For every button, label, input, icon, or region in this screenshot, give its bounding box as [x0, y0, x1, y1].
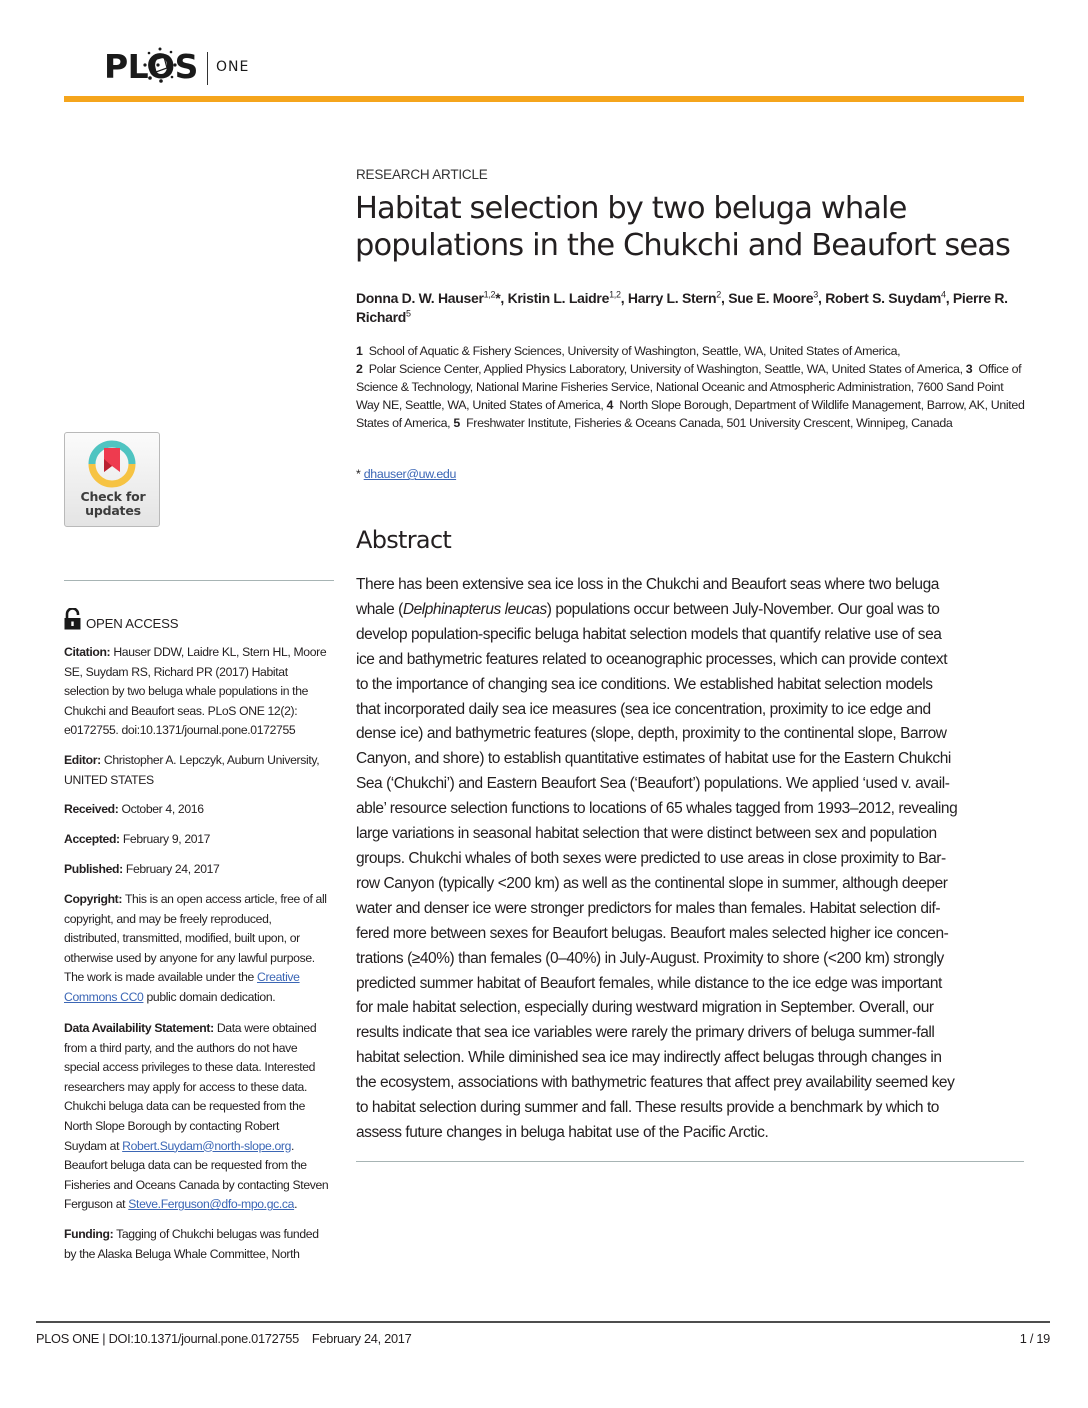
sidebar-divider — [64, 580, 334, 581]
author-affiliation-sup: 4 — [940, 289, 946, 300]
citation-block: Citation: Hauser DDW, Laidre KL, Stern HL, Moore SE, Suydam RS, Richard PR (2017) Habitat selection by two beluga whale populations in the Chukchi and Beaufort seas. PLoS ONE 12(2): e0172755. doi:10.1371/journal.pone.0172755 — [64, 645, 327, 738]
copyright-block: Copyright: This is an open access article, free of all copyright, and may be freely reproduced, distributed, transmitted, modified, built upon, or otherwise used by anyone for any lawful purpose. The work is made available under the Creative Commons CC0 public domain dedication. — [64, 892, 327, 1004]
creative-commons-link-cont[interactable]: Commons CC0 — [64, 989, 144, 1004]
footer-divider — [36, 1321, 1050, 1323]
affiliation-text: Polar Science Center, Applied Physics Laboratory, University of Washington, Seattle, WA, United States of America, — [368, 362, 963, 376]
author-affiliation-sup: 1,2 — [609, 289, 621, 300]
abstract-line: trations (≥40%) than females (0–40%) in July-August. Proximity to shore (<200 km) strongly — [356, 949, 944, 967]
check-for-updates-label: Check for updates — [80, 489, 146, 518]
affiliation-text: School of Aquatic & Fishery Sciences, University of Washington, Seattle, WA, United States of America, — [368, 344, 901, 358]
author-name: Harry L. Stern — [627, 290, 717, 306]
logo-wordmark: PLOS — [104, 47, 198, 86]
article-type: RESEARCH ARTICLE — [356, 167, 488, 182]
article-title: Habitat selection by two beluga whale populations in the Chukchi and Beaufort seas — [355, 191, 1011, 263]
abstract-line: that incorporated daily sea ice measures (sea ice concentration, proximity to ice edge and — [356, 700, 931, 718]
abstract-line: able’ resource selection functions to locations of 65 whales tagged from 1993–2012, revealing — [356, 800, 958, 818]
journal-name: ONE — [216, 59, 250, 75]
abstract-line: assess future changes in beluga habitat use of the Pacific Arctic. — [356, 1123, 769, 1141]
funding-block: Funding: Tagging of Chukchi belugas was funded by the Alaska Beluga Whale Committee, North — [64, 1227, 319, 1261]
check-for-updates-button[interactable] — [64, 432, 160, 527]
corresponding-star: * — [495, 290, 501, 306]
affiliation-number: 2 — [356, 362, 363, 376]
abstract-line: Sea (‘Chukchi’) and Eastern Beaufort Sea (‘Beaufort’) populations. We applied ‘used v. avail- — [356, 775, 950, 793]
abstract-line: develop population-specific beluga habitat selection models that quantify relative use of sea — [356, 625, 942, 643]
author-affiliation-sup: 3 — [813, 289, 818, 300]
abstract-line: Canyon, and shore) to establish quantitative estimates of habitat use for the Eastern Chukchi — [356, 750, 951, 768]
abstract-line: dense ice) and bathymetric features (slope, depth, proximity to the continental slope, Barrow — [356, 725, 947, 743]
data-availability-block: Data Availability Statement: Data were obtained from a third party, and the authors do not have special access privileges to these data. Interested researchers may apply for access to these data. Chukchi beluga data can be requested from the North Slope Borough by contacting Robert Suydam at Robert.Suydam@north-slope.org. Beaufort beluga data can be requested from the Fisheries and Oceans Canada by contacting Steven Ferguson at Steve.Ferguson@dfo-mpo.gc.ca. — [64, 1021, 329, 1212]
abstract-heading: Abstract — [356, 526, 452, 554]
author-list: Donna D. W. Hauser$^{1,2}$*, Kristin L. Laidre$^{1,2}$, Harry L. Stern$^2$, Sue E. Moore$^3$, Robert S. Suydam$^4$, Pierre R. Richard$^5$ — [356, 289, 1008, 325]
affiliation-text: Freshwater Institute, Fisheries & Oceans Canada, 501 University Crescent, Winnipeg, Canada — [466, 416, 953, 430]
author-name: Sue E. Moore — [728, 290, 814, 306]
accepted-date: Accepted: February 9, 2017 — [64, 832, 211, 846]
affiliation-number: 1 — [356, 344, 363, 358]
affiliation-text: Office of Science & Technology, National Marine Fisheries Service, National Oceanic and Atmospheric Administration, 7600 Sand Point Way NE, Seattle, WA, United States of America, — [356, 362, 1022, 412]
corresponding-email-link[interactable]: dhauser@uw.edu — [363, 467, 457, 481]
corresponding-mark: * — [356, 467, 361, 481]
affiliation-number: 3 — [965, 362, 973, 376]
suydam-email-link[interactable]: Robert.Suydam@north-slope.org — [122, 1138, 292, 1153]
abstract-line: to habitat selection during summer and fall. These results provide a benchmark by which to — [356, 1099, 939, 1117]
ferguson-email-link[interactable]: Steve.Ferguson@dfo-mpo.gc.ca — [128, 1197, 295, 1212]
abstract-line: ice and bathymetric features related to oceanographic processes, which can provide context — [356, 650, 948, 668]
abstract-line: habitat selection. While diminished sea ice may indirectly affect belugas through changes in — [356, 1049, 942, 1067]
page-number: 1 / 19 — [1019, 1331, 1050, 1346]
abstract-body — [356, 573, 1036, 1146]
received-date: Received: October 4, 2016 — [64, 802, 204, 816]
affiliation-text: North Slope Borough, Department of Wildlife Management, Barrow, AK, United States of America, — [356, 398, 1025, 430]
abstract-line: predicted summer habitat of Beaufort females, while distance to the ice edge was important — [356, 974, 942, 992]
editor-block: Editor: Christopher A. Lepczyk, Auburn University, UNITED STATES — [64, 753, 320, 787]
author-name: Robert S. Suydam — [825, 290, 941, 306]
author-affiliation-sup: 5 — [406, 308, 411, 319]
header-brand-bar — [64, 96, 1024, 102]
published-date: Published: February 24, 2017 — [64, 862, 220, 876]
creative-commons-link[interactable]: Creative — [257, 970, 300, 985]
affiliation-number: 5 — [453, 416, 460, 430]
abstract-line: large variations in seasonal habitat selection that were distinct between sex and population — [356, 825, 937, 843]
abstract-line: to the importance of changing sea ice conditions. We established habitat selection models — [356, 675, 933, 693]
author-affiliation-sup: 2 — [716, 289, 721, 300]
abstract-line: There has been extensive sea ice loss in the Chukchi and Beaufort seas where two beluga — [356, 576, 939, 593]
abstract-line: for male habitat selection, especially during westward migration in September. Overall, our — [356, 999, 934, 1017]
abstract-line: whale (Delphinapterus leucas) populations occur between July-November. Our goal was to — [356, 600, 940, 618]
author-name: Donna D. W. Hauser — [356, 290, 484, 306]
corresponding-author — [356, 467, 456, 481]
abstract-line: the ecosystem, associations with bathymetric features that affect prey availability seemed key — [356, 1074, 955, 1092]
affiliations — [356, 342, 1026, 432]
abstract-line: water and denser ice were stronger predictors for males than females. Habitat selection dif- — [356, 899, 941, 917]
abstract-line: fered more between sexes for Beaufort belugas. Beaufort males selected higher ice concen- — [356, 924, 949, 942]
footer-citation: PLOS ONE | DOI:10.1371/journal.pone.0172755 February 24, 2017 — [36, 1331, 412, 1346]
abstract-line: groups. Chukchi whales of both sexes were predicted to use areas in close proximity to Bar- — [356, 849, 946, 867]
author-name: Pierre R. Richard — [356, 290, 1008, 325]
abstract-divider — [356, 1161, 1024, 1162]
logo-divider — [207, 52, 208, 85]
open-lock-icon — [64, 608, 81, 630]
abstract-line: results indicate that sea ice variables were rarely the primary drivers of beluga summer-fall — [356, 1024, 935, 1042]
abstract-line: row Canyon (typically <200 km) as well as the continental slope in summer, although deeper — [356, 874, 948, 892]
crossmark-icon — [87, 439, 137, 489]
affiliation-number: 4 — [606, 398, 614, 412]
author-name: Kristin L. Laidre — [507, 290, 610, 306]
author-affiliation-sup: 1,2 — [483, 289, 496, 300]
